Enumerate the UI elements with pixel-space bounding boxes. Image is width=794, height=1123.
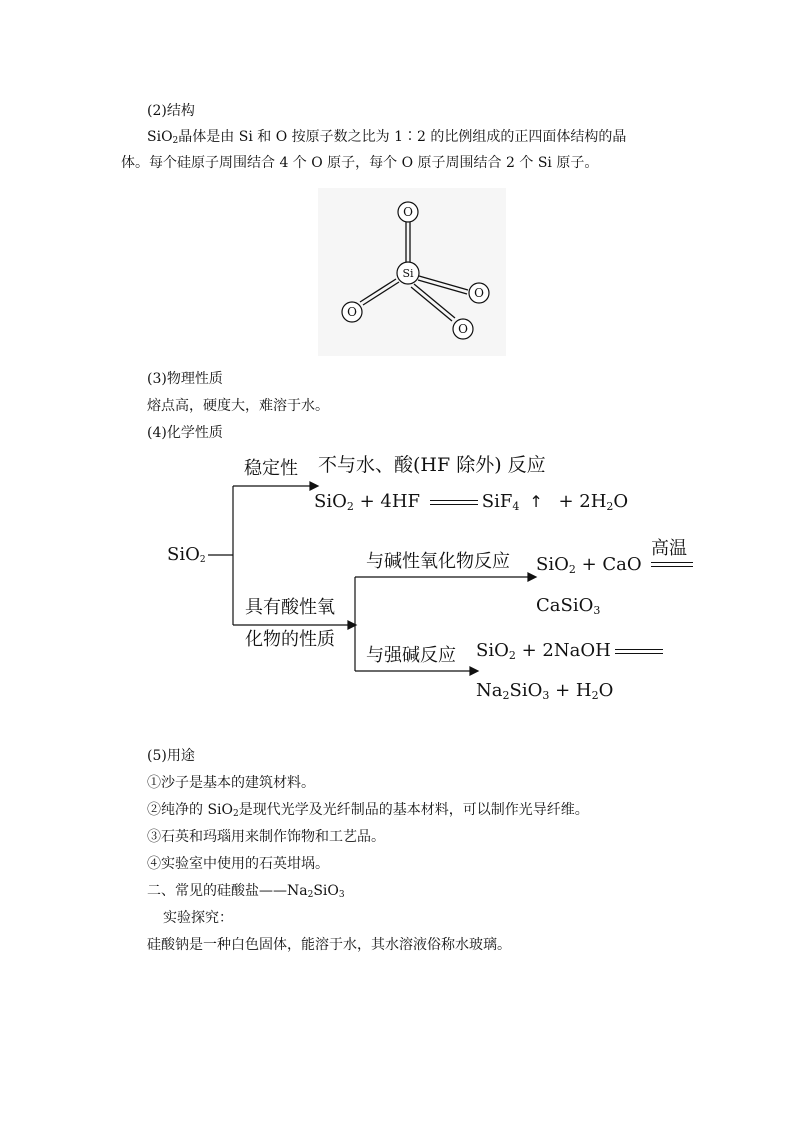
formula-part: + CaO [575, 554, 642, 575]
subscript: 2 [568, 563, 576, 576]
subscript: 2 [591, 689, 599, 702]
chemical-properties-flowchart [160, 450, 720, 710]
stability-text: 不与水、酸(HF 除外) 反应 [318, 454, 546, 476]
sio2-text: SiO [147, 129, 173, 145]
cao-reaction-product [536, 595, 600, 617]
section-4-heading: (4)化学性质 [147, 425, 223, 441]
naoh-reaction-product [476, 680, 613, 702]
stability-label: 稳定性 [244, 458, 298, 479]
formula-part: + 4HF [353, 491, 426, 512]
subscript: 2 [508, 649, 516, 662]
subscript: 3 [542, 689, 550, 702]
item-text: 是现代光学及光纤制品的基本材料，可以制作光导纤维。 [238, 802, 589, 818]
formula-part: + H [549, 680, 592, 701]
oxygen-atom-label: O [347, 305, 357, 319]
formula-part: + 2NaOH [515, 640, 611, 661]
use-item-3: ③石英和玛瑙用来制作饰物和工艺品。 [147, 829, 385, 845]
naoh-reaction-equation [476, 640, 667, 662]
section-3-heading: (3)物理性质 [147, 371, 223, 387]
formula-part: SiO [509, 680, 543, 701]
formula-part: SiO [536, 554, 569, 575]
subscript: 2 [502, 689, 510, 702]
description-text: 晶体是由 Si 和 O 按原子数之比为 1∶2 的比例组成的正四面体结构的晶 [178, 129, 627, 145]
gas-arrow-icon: ↑ [529, 492, 543, 511]
use-item-4: ④实验室中使用的石英坩埚。 [147, 856, 329, 872]
section-2-heading: (2)结构 [147, 103, 195, 119]
part-2-heading [147, 881, 345, 901]
flowchart-lines [160, 450, 720, 710]
cao-reaction-equation [536, 554, 642, 576]
subscript: 3 [338, 890, 345, 900]
formula-part: O [613, 491, 629, 512]
formula-part: + 2H [552, 491, 607, 512]
sodium-silicate-description: 硅酸钠是一种白色固体，能溶于水，其水溶液俗称水玻璃。 [147, 937, 511, 953]
item-text: ②纯净的 SiO [147, 802, 233, 818]
subscript: 2 [606, 500, 614, 513]
strong-base-label: 与强碱反应 [366, 645, 456, 666]
flowchart-root-sio2 [167, 544, 206, 566]
subscript: 2 [172, 136, 179, 146]
silicon-atom-label: Si [402, 267, 414, 280]
subscript: 4 [512, 500, 520, 513]
subscript: 3 [593, 604, 601, 617]
basic-oxide-label: 与碱性氧化物反应 [366, 551, 510, 572]
hf-reaction-equation [314, 491, 628, 513]
experiment-explore-label: 实验探究： [163, 910, 233, 926]
high-temperature-condition: 高温 [651, 538, 687, 559]
formula-part: O [598, 680, 614, 701]
root-formula: SiO [167, 544, 200, 565]
structure-description-line-1 [147, 127, 626, 147]
heading-text: SiO [313, 883, 339, 899]
physical-properties-text: 熔点高，硬度大，难溶于水。 [147, 398, 329, 414]
oxygen-atom-label: O [458, 322, 468, 336]
structure-description-line-2: 体。每个硅原子周围结合 4 个 O 原子，每个 O 原子周围结合 2 个 Si 原子。 [121, 155, 599, 171]
sio2-tetrahedron-diagram [318, 188, 506, 356]
section-5-heading: (5)用途 [147, 748, 195, 764]
subscript: 2 [199, 555, 206, 565]
acidic-oxide-label-line-1: 具有酸性氧 [245, 597, 335, 618]
heading-text: 二、常见的硅酸盐——Na [147, 883, 308, 899]
use-item-1: ①沙子是基本的建筑材料。 [147, 775, 315, 791]
equals-sign [651, 562, 693, 567]
use-item-2 [147, 800, 589, 820]
formula-part: SiO [476, 640, 509, 661]
formula-part: Na [476, 680, 503, 701]
equals-sign [615, 649, 663, 654]
subscript: 2 [307, 890, 314, 900]
equals-sign [430, 500, 478, 505]
subscript: 2 [346, 500, 354, 513]
formula-part: SiO [314, 491, 347, 512]
formula-part: SiF [481, 491, 513, 512]
oxygen-atom-label: O [403, 205, 413, 219]
acidic-oxide-label-line-2: 化物的性质 [245, 629, 335, 650]
oxygen-atom-label: O [474, 286, 484, 300]
formula-part: CaSiO [536, 595, 594, 616]
subscript: 2 [233, 809, 239, 819]
